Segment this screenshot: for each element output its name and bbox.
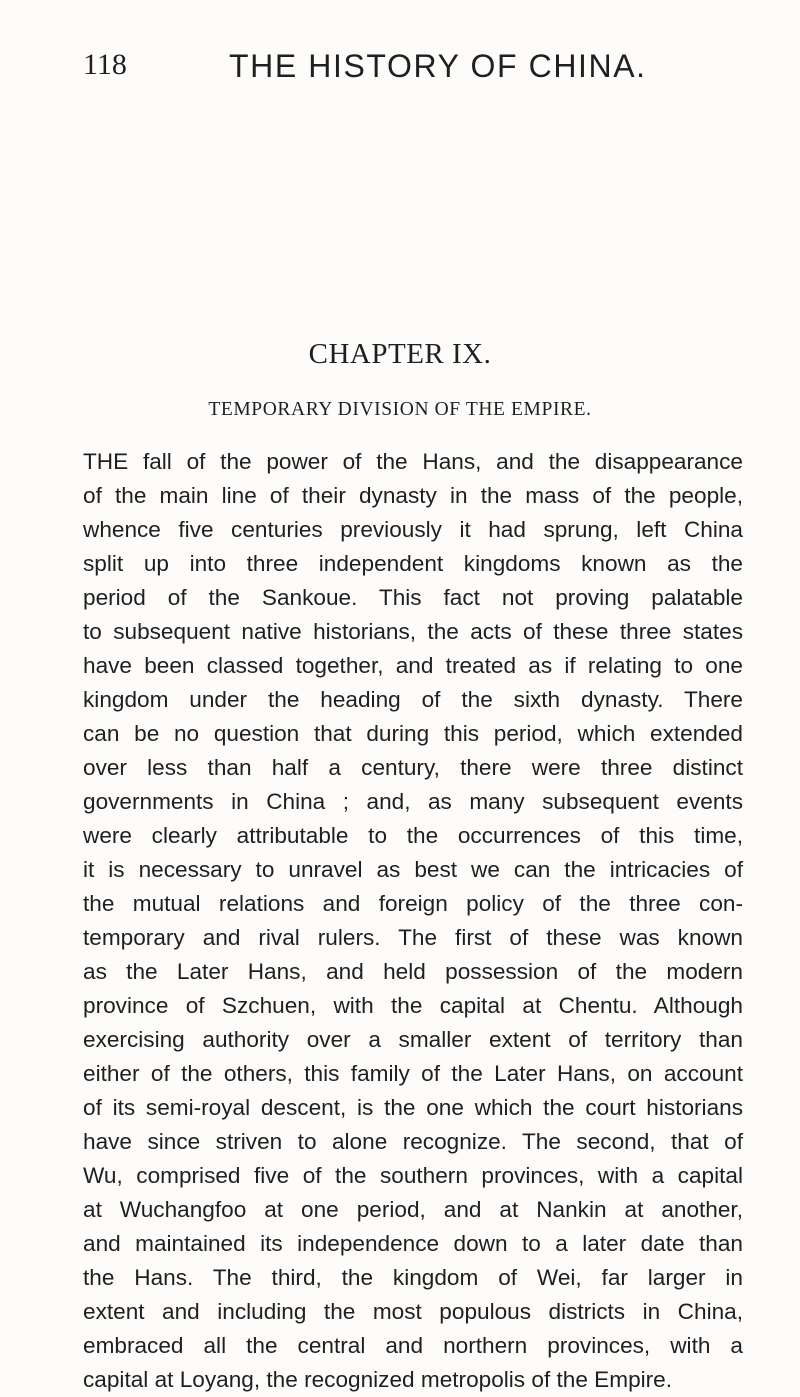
text-line: of its semi-royal descent, is the one which the court historians [83, 1095, 743, 1120]
text-line: split up into three independent kingdoms known as the [83, 551, 743, 576]
text-line: exercising authority over a smaller extent of territory than [83, 1027, 743, 1052]
text-line: temporary and rival rulers. The first of these was known [83, 925, 743, 950]
text-line: capital at Loyang, the recognized metropolis of the Empire. [83, 1367, 673, 1392]
text-line: governments in China ; and, as many subsequent events [83, 789, 743, 814]
running-title: THE HISTORY OF CHINA. [229, 48, 647, 84]
text-line: THE fall of the power of the Hans, and the disappearance [83, 449, 743, 474]
text-line: to subsequent native historians, the acts of these three states [83, 619, 743, 644]
text-line: it is necessary to unravel as best we can the intricacies of [83, 857, 743, 882]
text-line: the Hans. The third, the kingdom of Wei, far larger in [83, 1265, 743, 1290]
text-line: whence five centuries previously it had sprung, left China [83, 517, 743, 542]
text-line: have been classed together, and treated as if relating to one [83, 653, 743, 678]
text-line: at Wuchangfoo at one period, and at Nankin at another, [83, 1197, 743, 1222]
text-line: the mutual relations and foreign policy of the three con- [83, 891, 743, 916]
text-line: extent and including the most populous districts in China, [83, 1299, 743, 1324]
text-line: have since striven to alone recognize. The second, that of [83, 1129, 743, 1154]
text-line: embraced all the central and northern provinces, with a [83, 1333, 743, 1358]
text-line: as the Later Hans, and held possession of the modern [83, 959, 743, 984]
text-line: can be no question that during this period, which extended [83, 721, 743, 746]
text-line: province of Szchuen, with the capital at Chentu. Although [83, 993, 743, 1018]
running-head [83, 48, 743, 88]
text-line: and maintained its independence down to a later date than [83, 1231, 743, 1256]
chapter-title: CHAPTER IX. [308, 338, 492, 370]
text-line: of the main line of their dynasty in the mass of the people, [83, 483, 743, 508]
text-line: kingdom under the heading of the sixth dynasty. There [83, 687, 743, 712]
text-line: Wu, comprised five of the southern provinces, with a capital [83, 1163, 743, 1188]
text-line: were clearly attributable to the occurrences of this time, [83, 823, 743, 848]
text-line: either of the others, this family of the Later Hans, on account [83, 1061, 743, 1086]
text-line: period of the Sankoue. This fact not proving palatable [83, 585, 743, 610]
text-line: over less than half a century, there were three distinct [83, 755, 743, 780]
page-number: 118 [83, 48, 127, 81]
chapter-subtitle: TEMPORARY DIVISION OF THE EMPIRE. [208, 399, 592, 420]
body-paragraph [83, 445, 743, 1397]
